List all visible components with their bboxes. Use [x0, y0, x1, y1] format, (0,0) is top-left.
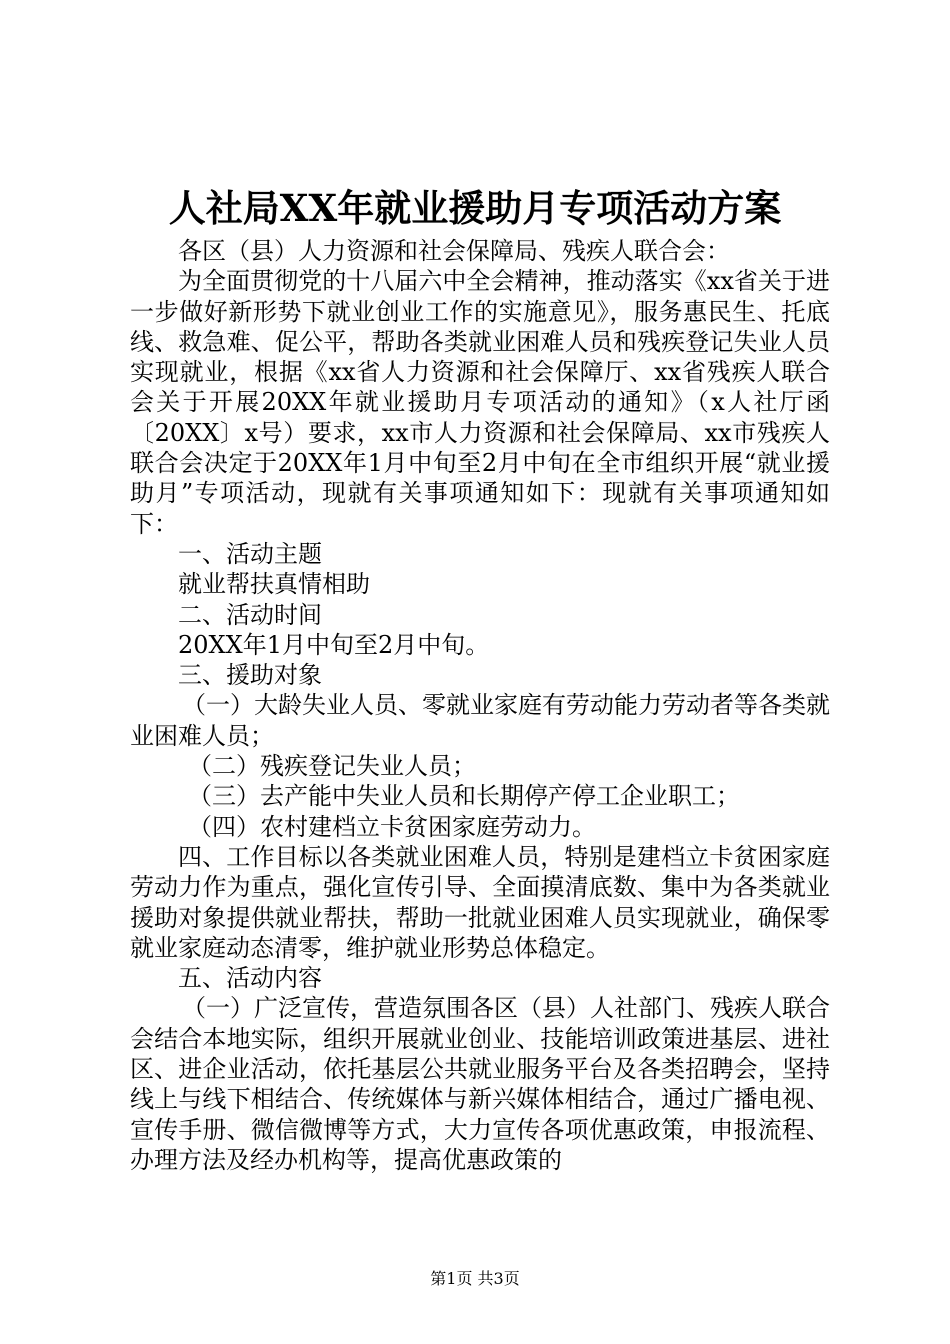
section-heading-theme: 一、活动主题 — [178, 539, 322, 568]
page-footer: 第1页 共3页 — [430, 1269, 520, 1288]
target-item-4: （四）农村建档立卡贫困家庭劳动力。 — [188, 812, 596, 841]
document-title: 人社局XX年就业援助月专项活动方案 — [168, 186, 782, 230]
target-item-1: （一）大龄失业人员、零就业家庭有劳动能力劳动者等各类就业困难人员； — [130, 691, 830, 750]
section-heading-targets: 三、援助对象 — [178, 661, 322, 690]
target-item-3: （三）去产能中失业人员和长期停产停工企业职工； — [188, 782, 740, 811]
document-body — [130, 236, 830, 1175]
time-text: 20XX年1月中旬至2月中旬。 — [178, 630, 490, 659]
intro-paragraph: 为全面贯彻党的十八届六中全会精神，推动落实《xx省关于进一步做好新形势下就业创业工作的实施意见》，服务惠民生、托底线、救急难、促公平，帮助各类就业困难人员和残疾登记失业人员实现就业，根据《xx省人力资源和社会保障厅、xx省残疾人联合会关于开展20XX年就业援助月专项活动的通知》（x人社厅函〔20XX〕x号）要求，xx市人力资源和社会保障局、xx市残疾人联合会决定于20XX年1月中旬至2月中旬在全市组织开展“就业援助月”专项活动，现就有关事项通知如下：现就有关事项通知如下： — [130, 267, 830, 538]
salutation: 各区（县）人力资源和社会保障局、残疾人联合会： — [178, 237, 730, 265]
theme-text: 就业帮扶真情相助 — [178, 570, 370, 599]
section-heading-time: 二、活动时间 — [178, 600, 322, 629]
target-item-2: （二）残疾登记失业人员； — [188, 752, 476, 781]
section-heading-content: 五、活动内容 — [178, 964, 322, 993]
goals-paragraph: 四、工作目标以各类就业困难人员，特别是建档立卡贫困家庭劳动力作为重点，强化宣传引导、全面摸清底数、集中为各类就业援助对象提供就业帮扶，帮助一批就业困难人员实现就业，确保零就业家庭动态清零，维护就业形势总体稳定。 — [130, 842, 830, 962]
content-item-1: （一）广泛宣传，营造氛围各区（县）人社部门、残疾人联合会结合本地实际，组织开展就业创业、技能培训政策进基层、进社区、进企业活动，依托基层公共就业服务平台及各类招聘会，坚持线上与线下相结合、传统媒体与新兴媒体相结合，通过广播电视、宣传手册、微信微博等方式，大力宣传各项优惠政策，申报流程、办理方法及经办机构等，提高优惠政策的 — [130, 994, 830, 1174]
